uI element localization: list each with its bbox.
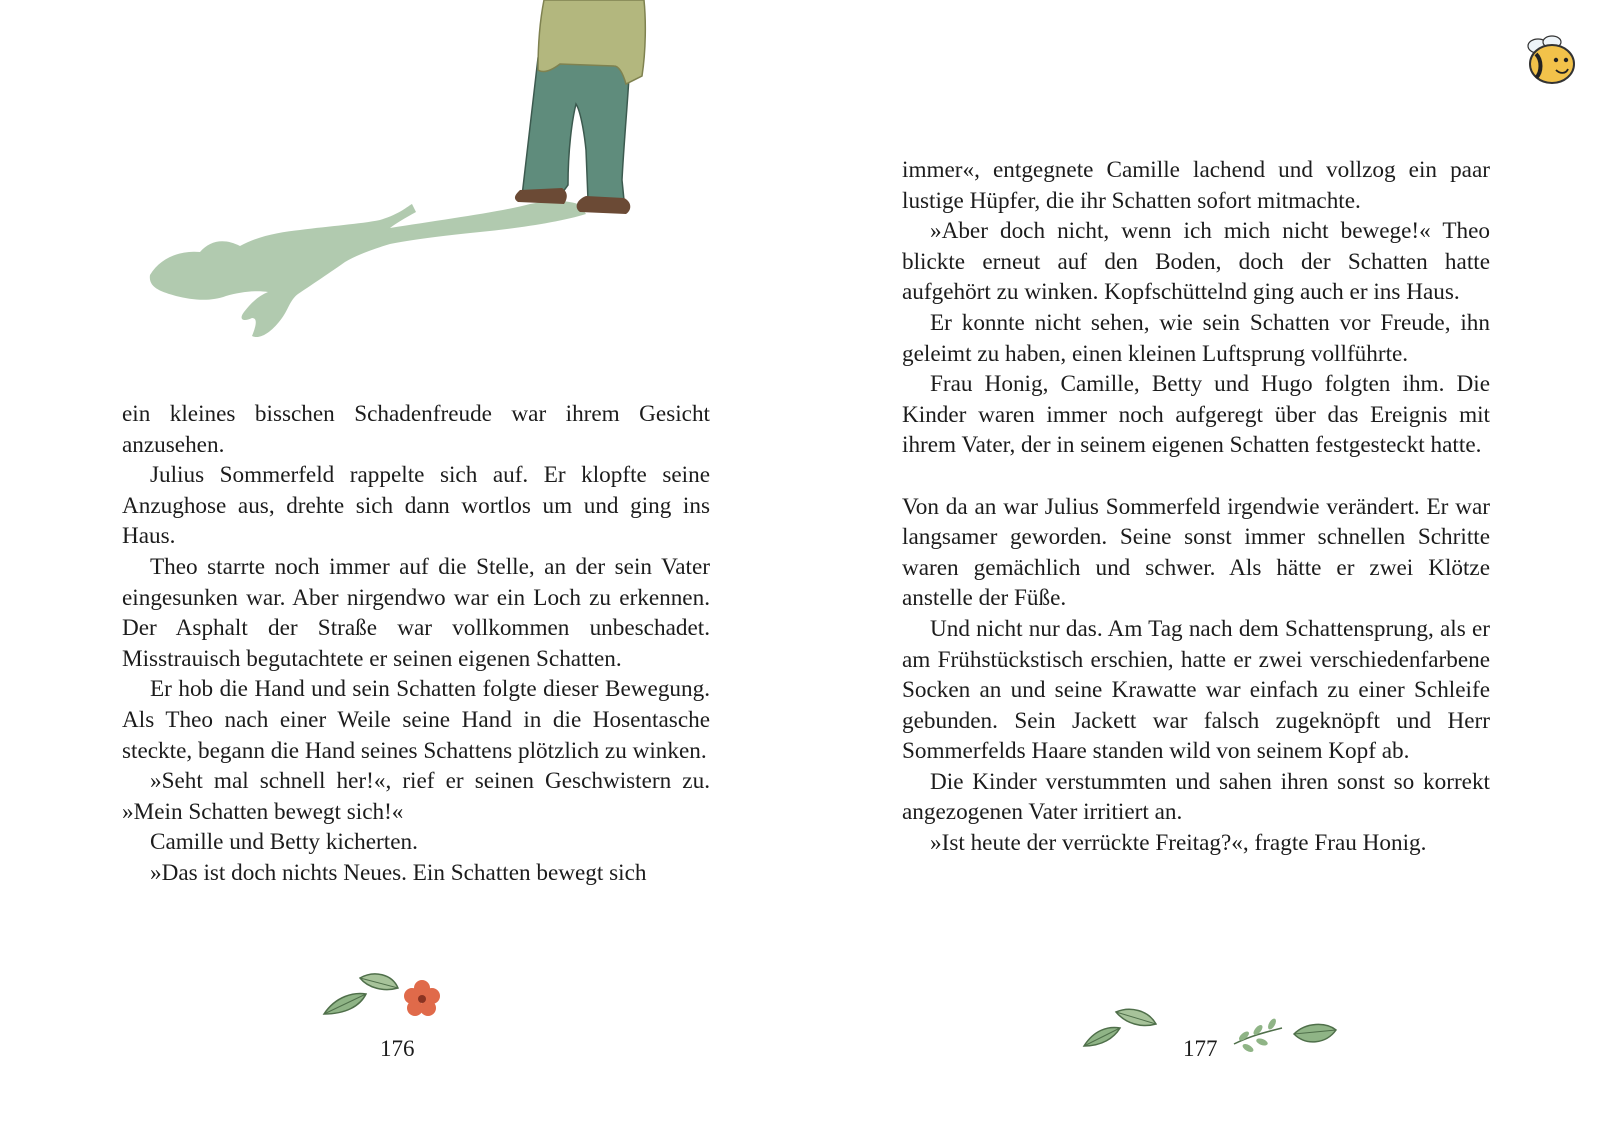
leaf-ornament-icon — [1230, 1014, 1340, 1058]
right-shoe — [577, 196, 631, 214]
paragraph: »Ist heute der verrückte Freitag?«, fragte Frau Honig. — [930, 830, 1427, 857]
paragraph: Er hob die Hand und sein Schatten folgte dieser Bewegung. Als Theo nach einer Weile seine Hand in die Hosentasche steckte, begann die Hand seines Schattens plötzlich zu winken. — [122, 676, 710, 764]
paragraph: ein kleines bisschen Schadenfreude war ihrem Gesicht anzusehen. — [122, 401, 710, 458]
paragraph: Er konnte nicht sehen, wie sein Schatten vor Freude, ihn geleimt zu haben, einen kleinen Luftsprung vollführte. — [902, 309, 1490, 367]
paragraph: Von da an war Julius Sommerfeld irgendwie verändert. Er war langsamer geworden. Seine sonst immer schnellen Schritte waren gemächlich und schwer. Als hätte er zwei Klötze anstelle der Füße. — [902, 493, 1490, 612]
paragraph: Julius Sommerfeld rappelte sich auf. Er klopfte seine Anzughose aus, drehte sich dann wortlos um und ging ins Haus. — [122, 462, 710, 550]
paragraph: »Aber doch nicht, wenn ich mich nicht bewege!« Theo blickte erneut auf den Boden, doch der Schatten hatte aufgehört zu winken. Kopfschüttelnd ging auch er ins Haus. — [902, 218, 1490, 306]
bee-icon — [1520, 32, 1580, 86]
left-page-text — [122, 399, 710, 889]
shadow-figure — [150, 201, 586, 337]
paragraph: Und nicht nur das. Am Tag nach dem Schattensprung, als er am Frühstückstisch erschien, hatte er zwei verschiedenfarbene Socken an und seine Krawatte war einfach zu einer Schleife gebunden. Sein Jackett war falsch zugeknöpft und Herr Sommerfelds Haare standen wild von seinem Kopf ab. — [902, 615, 1490, 765]
paragraph: Camille und Betty kicherten. — [150, 829, 418, 856]
page-number: 177 — [1183, 1036, 1218, 1061]
paragraph: Theo starrte noch immer auf die Stelle, an der sein Vater eingesunken war. Aber nirgendwo war ein Loch zu erkennen. Der Asphalt der Straße war vollkommen unbeschadet. Misstrauisch begutachtete er seinen eigenen Schatten. — [122, 553, 710, 672]
paragraph: »Seht mal schnell her!«, rief er seinen Geschwistern zu. »Mein Schatten bewegt sich!« — [122, 768, 710, 825]
leaf-ornament-icon — [322, 966, 452, 1026]
page-number: 176 — [380, 1036, 415, 1061]
paragraph: »Das ist doch nichts Neues. Ein Schatten bewegt sich — [150, 859, 647, 886]
trousers — [522, 58, 630, 200]
left-shoe — [515, 188, 567, 204]
paragraph: Die Kinder verstummten und sahen ihren sonst so korrekt angezogenen Vater irritiert an. — [902, 768, 1490, 826]
paragraph: Frau Honig, Camille, Betty und Hugo folgten ihm. Die Kinder waren immer noch aufgeregt über das Ereignis mit ihrem Vater, der in seinem eigenen Schatten festgesteckt hatte. — [902, 371, 1490, 459]
leaf-ornament-icon — [1082, 1004, 1172, 1054]
right-page — [800, 0, 1600, 1131]
boy-shadow-illustration — [140, 0, 660, 370]
paragraph: immer«, entgegnete Camille lachend und vollzog ein paar lustige Hüpfer, die ihr Schatten sofort mitmachte. — [902, 157, 1490, 214]
flower-ornament-icon — [404, 980, 440, 1016]
right-page-text — [902, 155, 1490, 859]
